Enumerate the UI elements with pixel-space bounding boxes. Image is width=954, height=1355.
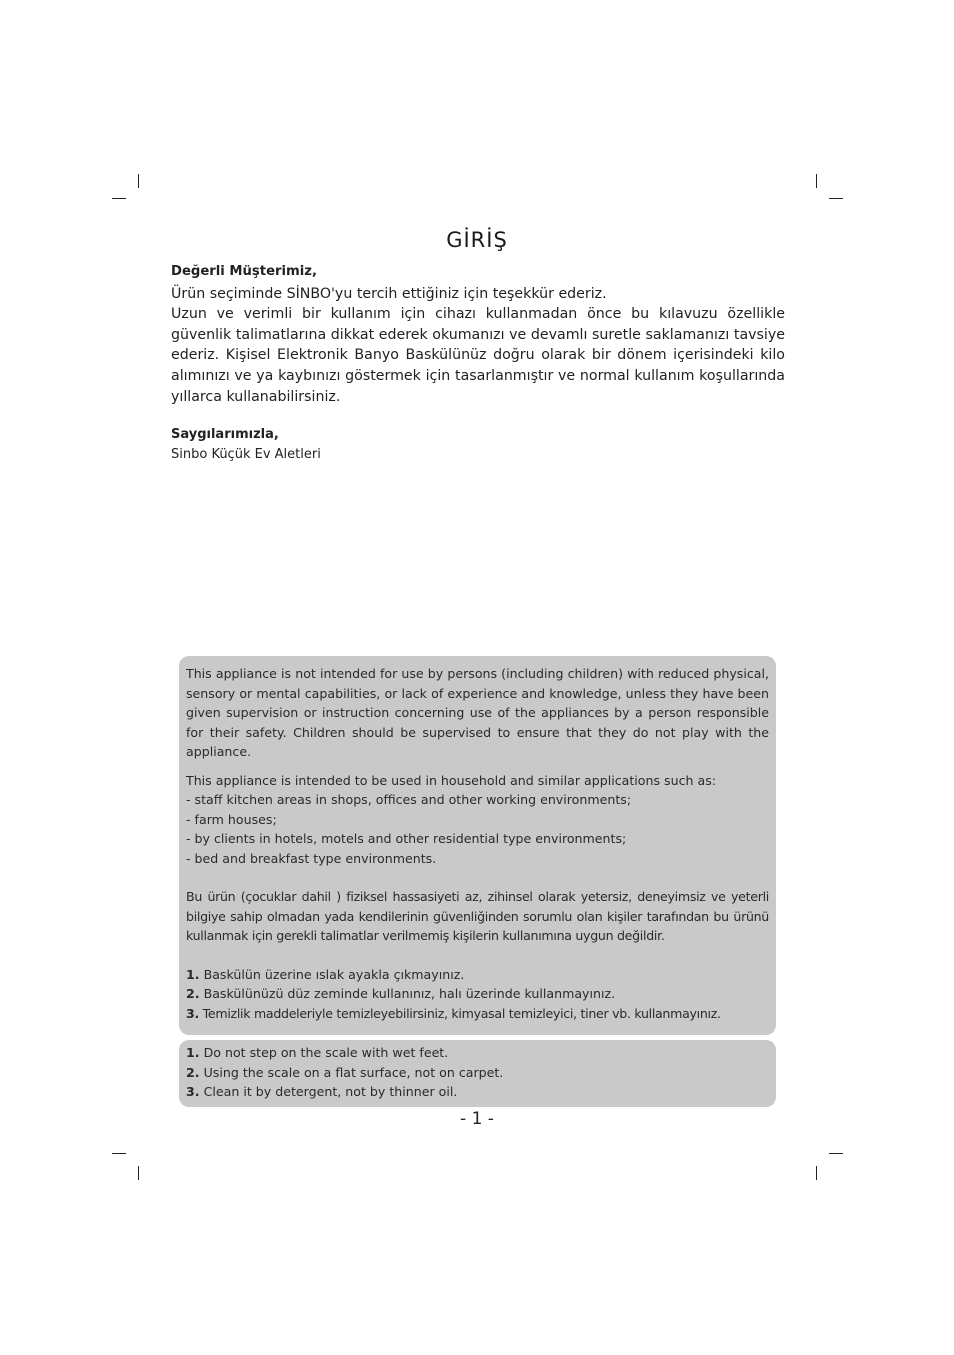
list-item	[186, 1004, 769, 1024]
en-usage-intro: This appliance is intended to be used in household and similar applications such as:	[186, 772, 717, 788]
list-item	[186, 965, 769, 985]
item-text: Using the scale on a flat surface, not on carpet.	[203, 1064, 504, 1080]
crop-mark	[816, 1166, 817, 1180]
item-text: Temizlik maddeleriyle temizleyebilirsiniz, kimyasal temizleyici, tiner vb. kullanmayınız.	[202, 1005, 721, 1021]
crop-mark	[829, 1153, 843, 1154]
list-item: - bed and breakfast type environments.	[186, 850, 437, 866]
item-number: 2.	[186, 986, 200, 1001]
page-number: - 1 -	[460, 1109, 494, 1129]
item-text: Clean it by detergent, not by thinner oil.	[203, 1084, 458, 1099]
tr-safety-paragraph: Bu ürün (çocuklar dahil ) fiziksel hassasiyeti az, zihinsel olarak yetersiz, deneyimsiz ve yeterli bilgiye sahip olmadan yada kendilerinin güvenliğinden sorumlu olan kişiler tarafından bu ürünü kullanmak için gerekli talimatlar verilmemiş kişilerin kullanımına uygun değildir.	[186, 889, 769, 943]
list-item: - staff kitchen areas in shops, offices and other working environments;	[186, 792, 632, 807]
crop-mark	[138, 174, 139, 188]
crop-mark	[829, 198, 843, 199]
item-number: 2.	[186, 1064, 200, 1080]
item-text: Do not step on the scale with wet feet.	[203, 1045, 449, 1060]
item-number: 1.	[186, 1045, 200, 1060]
list-item: - farm houses;	[186, 811, 277, 827]
intro-paragraph: Uzun ve verimli bir kullanım için cihazı kullanmadan önce bu kılavuzu özellikle güvenlik talimatlarına dikkat ederek okumanızı ve devamlı suretle saklamanızı tavsiye ederiz. Kişisel Elektronik Banyo Baskülünüz doğru olarak bir dönem içerisindeki kilo alımınızı ve ya kaybınızı göstermek için tasarlanmıştır ve normal kullanım koşullarında yıllarca kullanabilirsiniz.	[171, 306, 785, 405]
item-number: 1.	[186, 966, 200, 982]
item-text: Baskülün üzerine ıslak ayakla çıkmayınız.	[203, 966, 465, 982]
crop-mark	[112, 1153, 126, 1154]
crop-mark	[816, 174, 817, 188]
en-safety-paragraph: This appliance is not intended for use by persons (including children) with reduced physical, sensory or mental capabilities, or lack of experience and knowledge, unless they have been given supervision or instruction concerning use of the appliances by a person responsible for their safety. Children should be supervised to ensure that they do not play with the appliance.	[186, 666, 769, 759]
page-title: GİRİŞ	[446, 228, 508, 252]
list-item	[186, 1063, 769, 1083]
item-text: Baskülünüzü düz zeminde kullanınız, halı üzerinde kullanmayınız.	[203, 986, 616, 1001]
list-item	[186, 1082, 769, 1102]
company-name: Sinbo Küçük Ev Aletleri	[171, 447, 321, 462]
crop-mark	[138, 1166, 139, 1180]
list-item: - by clients in hotels, motels and other residential type environments;	[186, 831, 627, 846]
item-number: 3.	[186, 1084, 200, 1099]
greeting: Değerli Müşterimiz,	[171, 264, 317, 279]
en-instructions-panel	[179, 1040, 776, 1107]
list-item	[186, 1043, 769, 1063]
crop-mark	[112, 198, 126, 199]
intro-section	[171, 262, 785, 407]
closing-section	[171, 425, 571, 465]
safety-panel	[179, 656, 776, 1035]
item-number: 3.	[186, 1005, 199, 1021]
list-item	[186, 984, 769, 1004]
intro-line: Ürün seçiminde SİNBO'yu tercih ettiğiniz için teşekkür ederiz.	[171, 285, 607, 302]
regards: Saygılarımızla,	[171, 427, 279, 442]
